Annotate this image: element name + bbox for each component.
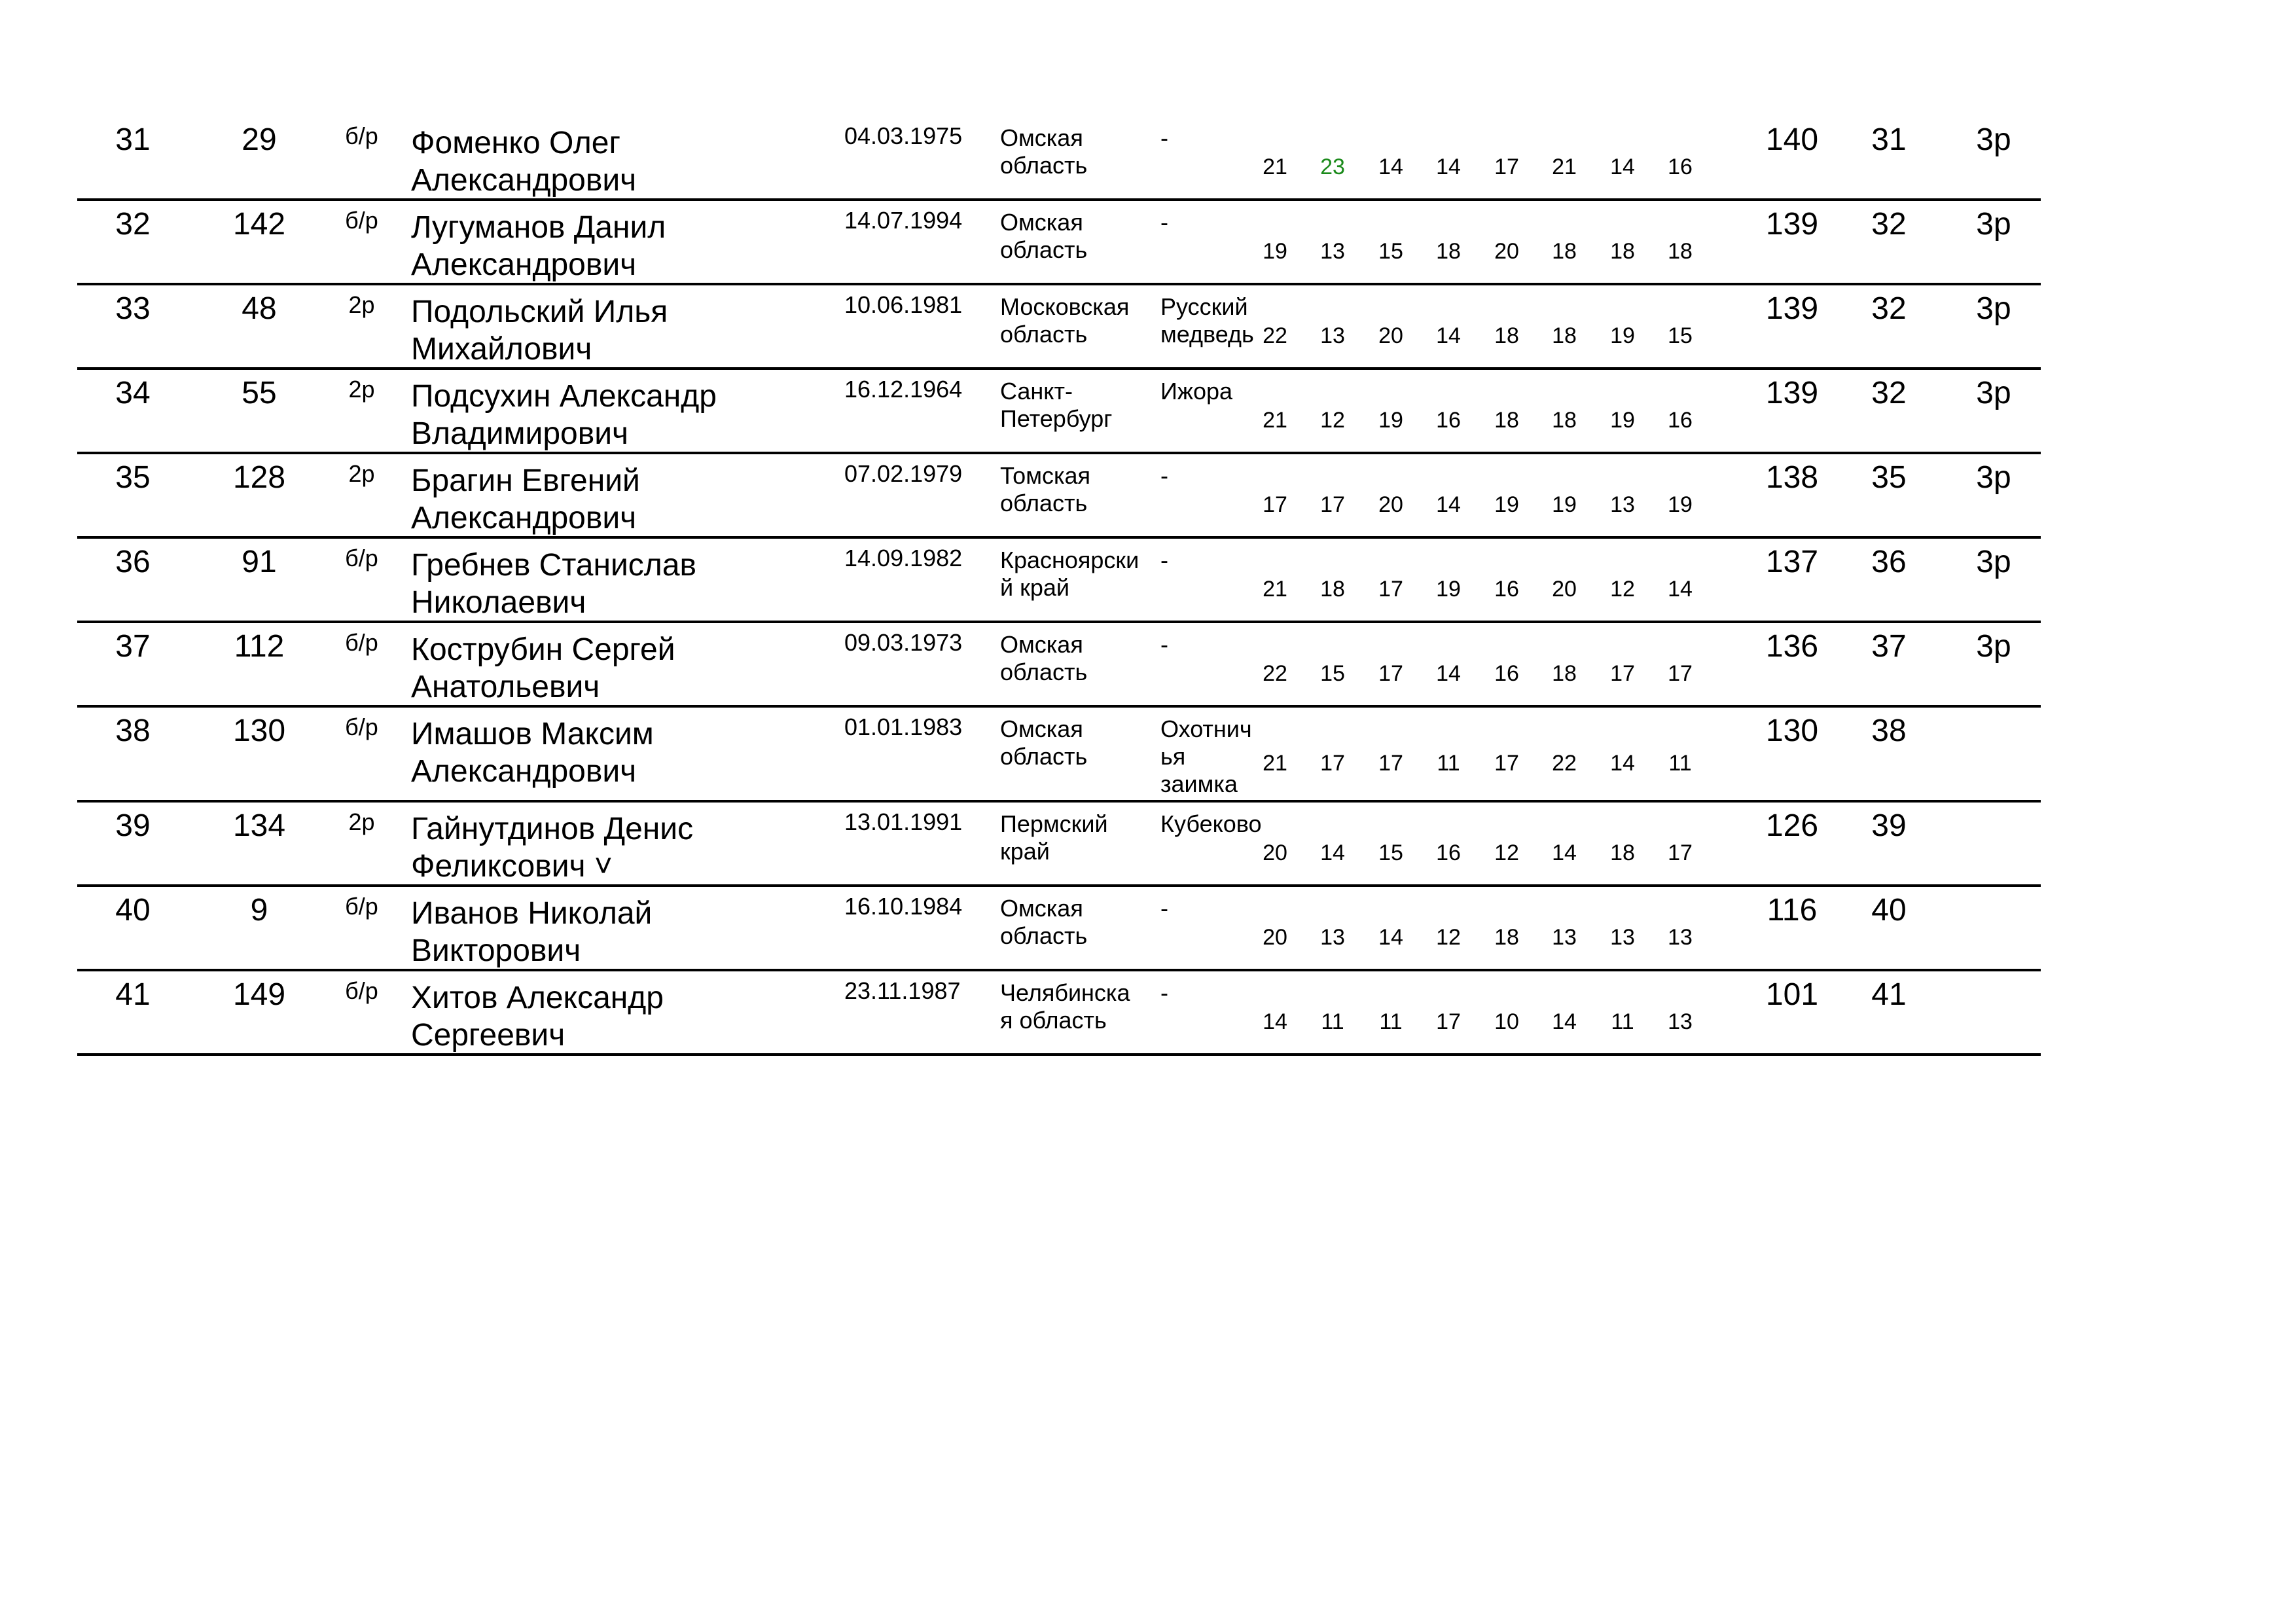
final-place-cell: 32	[1871, 291, 1907, 326]
club-cell-line: Охотнич	[1160, 715, 1252, 742]
name-cell-line: Анатольевич	[411, 670, 600, 704]
rank-cell: б/р	[345, 893, 378, 920]
total-cell: 101	[1765, 977, 1819, 1012]
club-cell-line: -	[1160, 462, 1168, 489]
table-row	[77, 887, 2041, 971]
score-cell: 18	[1320, 577, 1345, 602]
final-place-cell: 39	[1871, 808, 1907, 843]
score-cell: 12	[1320, 408, 1345, 433]
place-cell: 41	[115, 977, 151, 1012]
score-cell: 13	[1320, 925, 1345, 950]
name-cell-line: Александрович	[411, 501, 637, 535]
place-cell: 31	[115, 122, 151, 157]
category-cell: 3р	[1976, 122, 2011, 157]
total-cell: 139	[1765, 207, 1819, 242]
name-cell-line: Николаевич	[411, 585, 586, 620]
club-cell-line: Кубеково	[1160, 810, 1262, 837]
name-cell-line: Фоменко Олег	[411, 126, 620, 160]
name-cell-line: Подсухин Александр	[411, 379, 717, 414]
score-cell: 17	[1378, 661, 1403, 686]
total-cell: 139	[1765, 376, 1819, 410]
region-cell	[1000, 979, 1130, 1034]
score-cell: 17	[1436, 1009, 1461, 1034]
score-cell: 14	[1552, 1009, 1577, 1034]
score-cell: 12	[1610, 577, 1635, 602]
region-cell-line: Омская	[1000, 124, 1083, 151]
dob-cell: 01.01.1983	[844, 713, 963, 740]
name-cell-line: Александрович	[411, 754, 637, 789]
name-cell-line: Брагин Евгений	[411, 463, 640, 498]
score-cell: 14	[1378, 925, 1403, 950]
place-cell: 37	[115, 629, 151, 664]
score-cell: 13	[1610, 492, 1635, 517]
name-cell	[411, 631, 675, 706]
score-cell: 19	[1378, 408, 1403, 433]
score-cell: 18	[1436, 239, 1461, 264]
name-cell-line: Феликсович ˅	[411, 849, 613, 884]
club-cell	[1160, 895, 1168, 922]
bib-cell: 9	[250, 893, 268, 928]
score-cell: 11	[1668, 751, 1692, 776]
club-cell	[1160, 209, 1168, 236]
club-cell	[1160, 293, 1254, 348]
score-cell: 17	[1320, 751, 1345, 776]
score-cell: 20	[1263, 925, 1287, 950]
score-cell: 15	[1378, 840, 1403, 865]
name-cell-line: Имашов Максим	[411, 717, 654, 751]
bib-cell: 149	[232, 977, 286, 1012]
score-cell: 17	[1668, 840, 1693, 865]
score-cell: 14	[1320, 840, 1345, 865]
score-cell: 17	[1610, 661, 1635, 686]
club-cell-line: -	[1160, 124, 1168, 151]
category-cell: 3р	[1976, 207, 2011, 242]
score-cell: 18	[1610, 840, 1635, 865]
region-cell-line: Пермский	[1000, 810, 1108, 837]
name-cell	[411, 124, 636, 199]
region-cell-line: область	[1000, 490, 1088, 516]
region-cell-line: Челябинска	[1000, 979, 1130, 1006]
region-cell	[1000, 124, 1087, 179]
name-cell-line: Подольский Илья	[411, 295, 668, 329]
score-cell: 14	[1436, 492, 1461, 517]
dob-cell: 10.06.1981	[844, 291, 963, 318]
score-cell: 17	[1494, 154, 1519, 179]
name-cell-line: Гайнутдинов Денис	[411, 812, 694, 846]
name-cell-line: Михайлович	[411, 332, 592, 367]
score-cell: 21	[1263, 577, 1287, 602]
region-cell-line: Омская	[1000, 895, 1083, 922]
score-cell: 14	[1610, 154, 1635, 179]
score-cell: 21	[1263, 154, 1287, 179]
rank-cell: б/р	[345, 545, 378, 571]
region-cell-line: область	[1000, 152, 1088, 179]
score-cell: 14	[1668, 577, 1693, 602]
dob-cell: 09.03.1973	[844, 629, 963, 656]
dob-cell: 23.11.1987	[844, 977, 961, 1004]
region-cell	[1000, 293, 1129, 348]
name-cell	[411, 547, 696, 621]
table-row	[77, 370, 2041, 454]
score-cell: 14	[1436, 154, 1461, 179]
total-cell: 136	[1765, 629, 1819, 664]
score-cell: 19	[1668, 492, 1693, 517]
name-cell	[411, 979, 664, 1054]
final-place-cell: 38	[1871, 713, 1907, 748]
region-cell-line: область	[1000, 922, 1088, 949]
category-cell: 3р	[1976, 460, 2011, 495]
club-cell-line: -	[1160, 631, 1168, 658]
club-cell	[1160, 715, 1252, 798]
place-cell: 39	[115, 808, 151, 843]
region-cell	[1000, 631, 1087, 686]
score-cell: 13	[1320, 239, 1345, 264]
club-cell-line: ья	[1160, 743, 1186, 770]
score-cell: 10	[1494, 1009, 1519, 1034]
score-cell: 22	[1263, 323, 1287, 348]
rank-cell: б/р	[345, 122, 378, 149]
name-cell	[411, 810, 693, 885]
place-cell: 40	[115, 893, 151, 928]
score-cell: 16	[1494, 661, 1519, 686]
score-cell: 19	[1494, 492, 1519, 517]
score-cell: 11	[1611, 1009, 1634, 1034]
name-cell-line: Гребнев Станислав	[411, 548, 697, 583]
region-cell-line: область	[1000, 743, 1088, 770]
score-cell: 14	[1610, 751, 1635, 776]
place-cell: 32	[115, 207, 151, 242]
score-cell: 16	[1436, 840, 1461, 865]
dob-cell: 13.01.1991	[844, 808, 963, 835]
region-cell-line: Омская	[1000, 209, 1083, 236]
table-row	[77, 971, 2041, 1056]
region-cell	[1000, 715, 1087, 770]
region-cell	[1000, 462, 1090, 517]
dob-cell: 07.02.1979	[844, 460, 963, 487]
name-cell-line: Лугуманов Данил	[411, 210, 666, 245]
total-cell: 137	[1765, 545, 1819, 579]
total-cell: 138	[1765, 460, 1819, 495]
club-cell	[1160, 979, 1168, 1007]
bib-cell: 130	[232, 713, 286, 748]
club-cell-line: -	[1160, 979, 1168, 1006]
region-cell-line: Красноярски	[1000, 547, 1139, 573]
rank-cell: 2р	[348, 376, 375, 403]
name-cell-line: Хитов Александр	[411, 981, 664, 1015]
score-cell: 18	[1552, 323, 1577, 348]
table-row	[77, 708, 2041, 803]
dob-cell: 16.12.1964	[844, 376, 963, 403]
score-cell: 18	[1494, 408, 1519, 433]
score-cell: 18	[1610, 239, 1635, 264]
place-cell: 36	[115, 545, 151, 579]
score-cell: 15	[1668, 323, 1693, 348]
name-cell-line: Сергеевич	[411, 1018, 565, 1053]
region-cell-line: Московская	[1000, 293, 1130, 320]
club-cell-line: -	[1160, 547, 1168, 573]
region-cell-line: Петербург	[1000, 405, 1113, 432]
bib-cell: 128	[232, 460, 286, 495]
score-cell: 14	[1436, 323, 1461, 348]
name-cell	[411, 378, 717, 452]
total-cell: 140	[1765, 122, 1819, 157]
name-cell-line: Иванов Николай	[411, 896, 653, 931]
total-cell: 126	[1765, 808, 1819, 843]
region-cell-line: Санкт-	[1000, 378, 1073, 405]
score-cell: 14	[1378, 154, 1403, 179]
club-cell	[1160, 378, 1232, 405]
score-cell: 13	[1610, 925, 1635, 950]
final-place-cell: 35	[1871, 460, 1907, 495]
club-cell-line: Ижора	[1160, 378, 1233, 405]
region-cell-line: край	[1000, 838, 1050, 865]
name-cell-line: Александрович	[411, 163, 637, 198]
club-cell-line: -	[1160, 209, 1168, 236]
score-cell: 17	[1668, 661, 1693, 686]
score-cell: 16	[1668, 408, 1693, 433]
results-table	[77, 117, 2041, 1056]
final-place-cell: 32	[1871, 207, 1907, 242]
score-cell: 20	[1263, 840, 1287, 865]
table-row	[77, 623, 2041, 708]
table-row	[77, 117, 2041, 201]
region-cell	[1000, 810, 1108, 865]
region-cell	[1000, 547, 1139, 602]
score-cell: 12	[1494, 840, 1519, 865]
dob-cell: 14.07.1994	[844, 207, 963, 234]
score-cell: 19	[1552, 492, 1577, 517]
name-cell-line: Кострубин Сергей	[411, 632, 675, 667]
club-cell	[1160, 631, 1168, 659]
score-cell: 15	[1320, 661, 1345, 686]
category-cell: 3р	[1976, 629, 2011, 664]
score-cell: 21	[1263, 751, 1287, 776]
rank-cell: б/р	[345, 629, 378, 656]
club-cell	[1160, 810, 1262, 838]
name-cell-line: Александрович	[411, 247, 637, 282]
name-cell	[411, 715, 654, 790]
score-cell: 22	[1263, 661, 1287, 686]
bib-cell: 55	[242, 376, 277, 410]
score-cell: 18	[1552, 239, 1577, 264]
club-cell-line: заимка	[1160, 770, 1238, 797]
bib-cell: 91	[242, 545, 277, 579]
dob-cell: 14.09.1982	[844, 545, 963, 571]
score-cell: 17	[1378, 577, 1403, 602]
score-cell: 13	[1668, 925, 1693, 950]
place-cell: 34	[115, 376, 151, 410]
total-cell: 130	[1765, 713, 1819, 748]
name-cell-line: Владимирович	[411, 416, 629, 451]
score-cell: 14	[1436, 661, 1461, 686]
region-cell-line: Омская	[1000, 631, 1083, 658]
score-cell: 18	[1668, 239, 1693, 264]
score-cell: 13	[1668, 1009, 1693, 1034]
score-cell: 21	[1552, 154, 1577, 179]
name-cell-line: Викторович	[411, 933, 581, 968]
table-row	[77, 201, 2041, 285]
total-cell: 139	[1765, 291, 1819, 326]
table-row	[77, 285, 2041, 370]
place-cell: 35	[115, 460, 151, 495]
bib-cell: 134	[232, 808, 286, 843]
score-cell: 11	[1321, 1009, 1344, 1034]
table-row	[77, 454, 2041, 539]
score-cell: 20	[1494, 239, 1519, 264]
rank-cell: б/р	[345, 713, 378, 740]
region-cell-line: я область	[1000, 1007, 1107, 1034]
score-cell: 15	[1378, 239, 1403, 264]
region-cell-line: область	[1000, 321, 1088, 348]
region-cell	[1000, 895, 1087, 950]
score-cell: 13	[1552, 925, 1577, 950]
score-cell: 20	[1378, 492, 1403, 517]
table-row	[77, 803, 2041, 887]
category-cell: 3р	[1976, 291, 2011, 326]
score-cell: 23	[1320, 154, 1345, 179]
score-cell: 20	[1378, 323, 1403, 348]
bib-cell: 48	[242, 291, 277, 326]
score-cell: 18	[1552, 408, 1577, 433]
final-place-cell: 41	[1871, 977, 1907, 1012]
score-cell: 14	[1552, 840, 1577, 865]
bib-cell: 29	[242, 122, 277, 157]
club-cell-line: медведь	[1160, 321, 1254, 348]
table-row	[77, 539, 2041, 623]
region-cell-line: область	[1000, 236, 1088, 263]
rank-cell: 2р	[348, 460, 375, 487]
rank-cell: б/р	[345, 977, 378, 1004]
score-cell: 22	[1552, 751, 1577, 776]
score-cell: 12	[1436, 925, 1461, 950]
score-cell: 16	[1494, 577, 1519, 602]
bib-cell: 142	[232, 207, 286, 242]
score-cell: 19	[1436, 577, 1461, 602]
score-cell: 21	[1263, 408, 1287, 433]
score-cell: 17	[1263, 492, 1287, 517]
name-cell	[411, 462, 640, 537]
final-place-cell: 40	[1871, 893, 1907, 928]
name-cell	[411, 895, 652, 969]
score-cell: 11	[1437, 751, 1460, 776]
club-cell-line: Русский	[1160, 293, 1248, 320]
score-cell: 17	[1320, 492, 1345, 517]
rank-cell: 2р	[348, 808, 375, 835]
total-cell: 116	[1767, 893, 1818, 928]
category-cell: 3р	[1976, 376, 2011, 410]
score-cell: 18	[1494, 925, 1519, 950]
place-cell: 38	[115, 713, 151, 748]
place-cell: 33	[115, 291, 151, 326]
score-cell: 18	[1552, 661, 1577, 686]
rank-cell: 2р	[348, 291, 375, 318]
score-cell: 19	[1610, 323, 1635, 348]
dob-cell: 04.03.1975	[844, 122, 963, 149]
final-place-cell: 37	[1871, 629, 1907, 664]
final-place-cell: 32	[1871, 376, 1907, 410]
category-cell: 3р	[1976, 545, 2011, 579]
region-cell-line: й край	[1000, 574, 1070, 601]
region-cell-line: Омская	[1000, 715, 1083, 742]
score-cell: 14	[1263, 1009, 1287, 1034]
score-cell: 17	[1494, 751, 1519, 776]
region-cell-line: Томская	[1000, 462, 1091, 489]
region-cell	[1000, 209, 1087, 264]
name-cell	[411, 209, 666, 283]
score-cell: 19	[1263, 239, 1287, 264]
final-place-cell: 31	[1871, 122, 1907, 157]
region-cell	[1000, 378, 1112, 433]
score-cell: 19	[1610, 408, 1635, 433]
score-cell: 20	[1552, 577, 1577, 602]
club-cell	[1160, 462, 1168, 490]
score-cell: 16	[1668, 154, 1693, 179]
score-cell: 16	[1436, 408, 1461, 433]
rank-cell: б/р	[345, 207, 378, 234]
final-place-cell: 36	[1871, 545, 1907, 579]
region-cell-line: область	[1000, 659, 1088, 685]
club-cell-line: -	[1160, 895, 1168, 922]
score-cell: 11	[1379, 1009, 1403, 1034]
score-cell: 18	[1494, 323, 1519, 348]
score-cell: 13	[1320, 323, 1345, 348]
club-cell	[1160, 124, 1168, 152]
club-cell	[1160, 547, 1168, 574]
bib-cell: 112	[234, 629, 285, 664]
name-cell	[411, 293, 668, 368]
score-cell: 17	[1378, 751, 1403, 776]
dob-cell: 16.10.1984	[844, 893, 963, 920]
